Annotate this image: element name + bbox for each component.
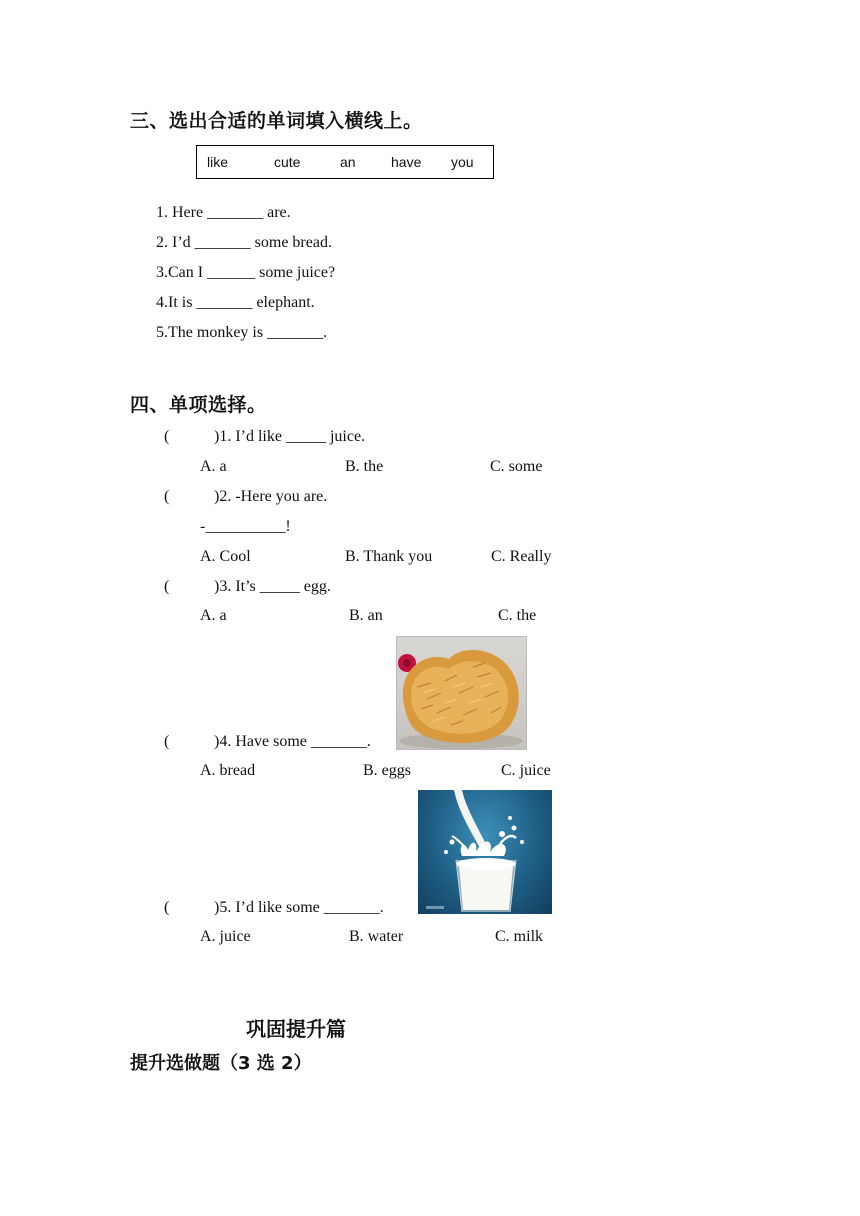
option-b: B. Thank you [345, 548, 433, 565]
question-stem: )4. Have some _______. [214, 733, 371, 750]
answer-paren: ( [164, 488, 170, 505]
option-b: B. eggs [363, 762, 411, 779]
question-stem: )2. -Here you are. [214, 488, 328, 505]
fill-blank-item: 1. Here _______ are. [156, 204, 291, 221]
word-bank-word: like [207, 154, 229, 170]
option-c: C. Really [491, 548, 552, 565]
fill-blank-item: 2. I’d _______ some bread. [156, 234, 332, 251]
option-a: A. juice [200, 928, 251, 945]
question-stem: )3. It’s _____ egg. [214, 578, 331, 595]
option-b: B. an [349, 607, 383, 624]
word-bank-word: cute [274, 154, 301, 170]
fill-blank-item: 5.The monkey is _______. [156, 324, 328, 341]
option-c: C. juice [501, 762, 551, 779]
question-stem: )1. I’d like _____ juice. [214, 428, 366, 445]
answer-paren: ( [164, 578, 170, 595]
answer-paren: ( [164, 899, 170, 916]
bread-photo-icon [396, 636, 527, 750]
word-bank-word: have [391, 154, 422, 170]
section-title: 巩固提升篇 [246, 1017, 346, 1041]
question-stem: )5. I’d like some _______. [214, 899, 384, 916]
option-c: C. milk [495, 928, 544, 945]
section-4-heading: 四、单项选择。 [130, 394, 267, 416]
option-c: C. the [498, 607, 537, 624]
option-a: A. a [200, 458, 227, 475]
answer-paren: ( [164, 733, 170, 750]
option-b: B. water [349, 928, 404, 945]
word-bank-word: you [451, 154, 474, 170]
section-subtitle: 提升选做题（3 选 2） [130, 1053, 312, 1074]
milk-glass-photo-icon [418, 790, 552, 914]
word-bank-word: an [340, 154, 356, 170]
option-b: B. the [345, 458, 384, 475]
option-c: C. some [490, 458, 543, 475]
option-a: A. Cool [200, 548, 251, 565]
option-a: A. a [200, 607, 227, 624]
word-bank-box [196, 145, 494, 179]
fill-blank-item: 4.It is _______ elephant. [156, 294, 315, 311]
option-a: A. bread [200, 762, 256, 779]
question-response-line: -__________! [200, 518, 291, 535]
section-3-heading: 三、选出合适的单词填入横线上。 [130, 110, 423, 132]
answer-paren: ( [164, 428, 170, 445]
fill-blank-item: 3.Can I ______ some juice? [156, 264, 336, 281]
